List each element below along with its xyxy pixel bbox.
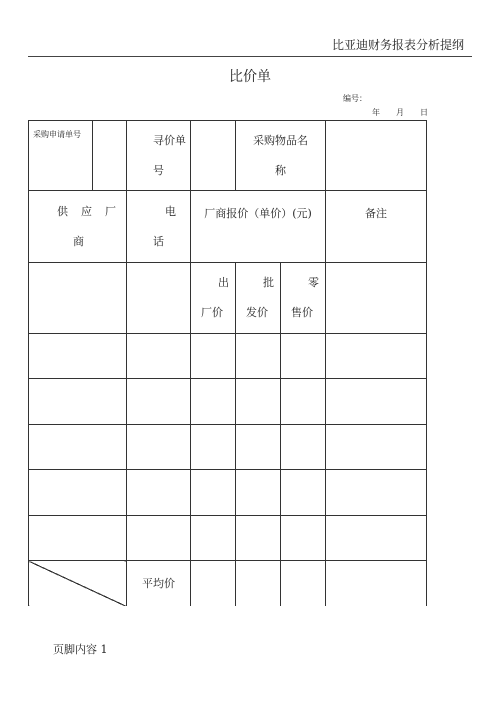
wholesale-price-header: 批 发价	[236, 263, 281, 334]
month-label: 月	[396, 108, 404, 117]
document-title: 比价单	[229, 69, 271, 85]
header-divider	[28, 56, 472, 57]
quote-header: 厂商报价（单价）(元)	[191, 191, 326, 263]
day-label: 日	[420, 108, 428, 117]
table-row	[29, 425, 427, 470]
number-label: 编号：	[343, 94, 367, 103]
phone-value[interactable]	[127, 263, 191, 334]
purchase-request-no-value[interactable]	[93, 121, 127, 191]
table-row	[29, 121, 427, 191]
year-label: 年	[372, 108, 380, 117]
diagonal-cell	[29, 561, 127, 606]
date-line	[372, 107, 444, 118]
inquiry-no-label: 寻价单 号	[127, 121, 191, 191]
table-row	[29, 263, 427, 334]
table-row	[29, 379, 427, 425]
supplier-label: 供 应 厂 商	[29, 191, 127, 263]
table-row	[29, 191, 427, 263]
company-report-title: 比亚迪财务报表分析提纲	[331, 38, 464, 52]
table-row	[29, 470, 427, 516]
remarks-header: 备注	[326, 191, 427, 263]
remarks-value[interactable]	[326, 263, 427, 334]
inquiry-no-value[interactable]	[191, 121, 236, 191]
retail-price-header: 零 售价	[281, 263, 326, 334]
table-row	[29, 516, 427, 561]
phone-label: 电 话	[127, 191, 191, 263]
item-name-value[interactable]	[326, 121, 427, 191]
purchase-request-no-label: 采购申请单号	[29, 121, 93, 191]
average-price-row	[29, 561, 427, 606]
supplier-value[interactable]	[29, 263, 127, 334]
table-row	[29, 334, 427, 379]
item-name-label: 采购物品名 称	[236, 121, 326, 191]
page-footer: 页脚内容 1	[53, 643, 108, 656]
average-price-label: 平均价	[127, 561, 191, 606]
factory-price-header: 出 厂价	[191, 263, 236, 334]
price-comparison-table	[28, 120, 427, 606]
